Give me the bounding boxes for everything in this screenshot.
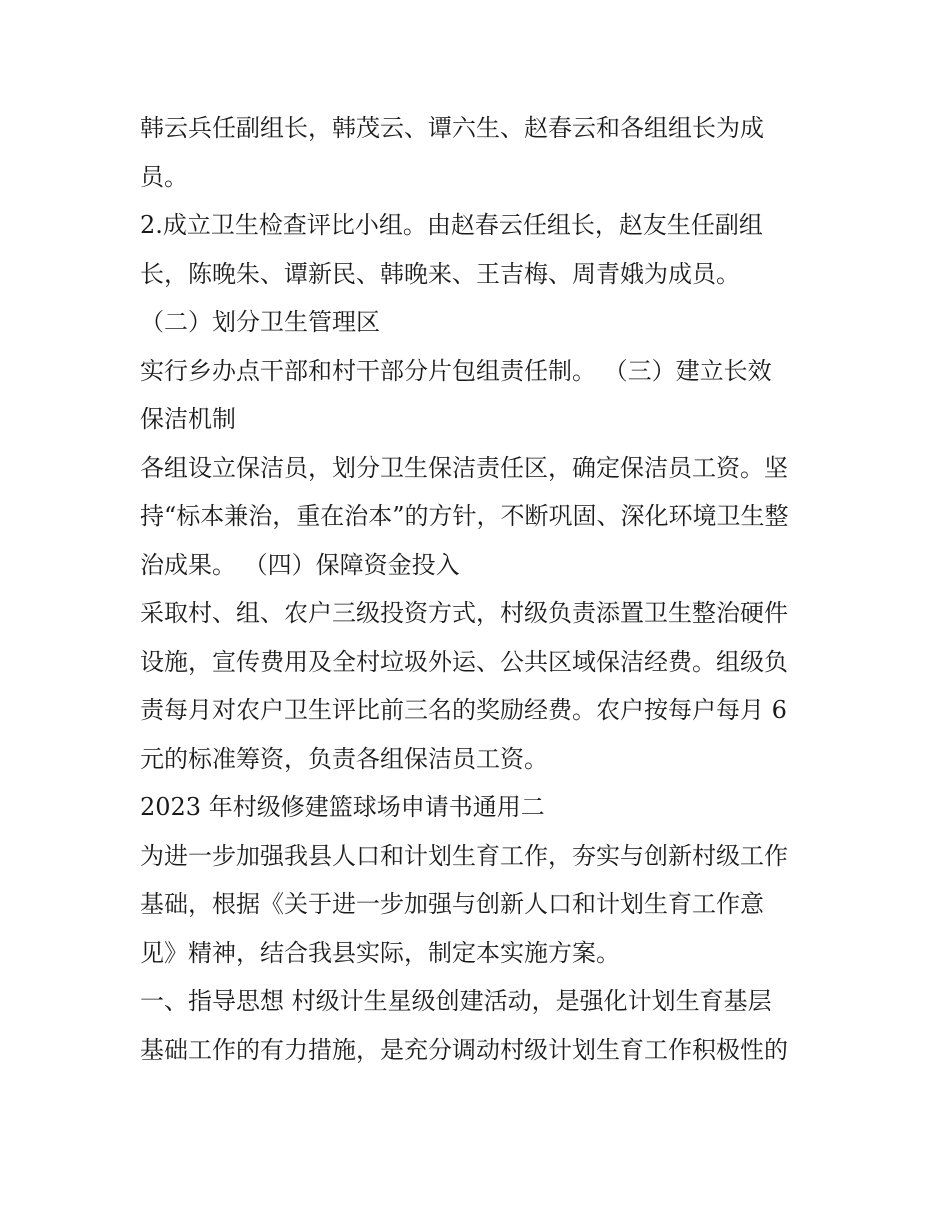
text-line: 治成果。 （四）保障资金投入 xyxy=(140,550,460,579)
text-line: 实行乡办点干部和村干部分片包组责任制。 （三）建立长效 xyxy=(140,356,772,385)
text-line: 2.成立卫生检查评比小组。由赵春云任组长，赵友生任副组 xyxy=(140,211,763,239)
text-line: 保洁机制 xyxy=(140,405,236,433)
document-body xyxy=(140,110,820,1080)
document-title: 2023 年村级修建篮球场申请书通用二 xyxy=(140,793,545,821)
text-line: 员。 xyxy=(140,162,188,191)
text-line: 持“标本兼治，重在治本”的方针，不断巩固、深化环境卫生整 xyxy=(140,502,789,530)
text-line: 基础工作的有力措施，是充分调动村级计划生育工作积极性的 xyxy=(140,1035,788,1064)
text-line: 见》精神，结合我县实际，制定本实施方案。 xyxy=(140,938,620,967)
text-line: 各组设立保洁员，划分卫生保洁责任区，确定保洁员工资。坚 xyxy=(140,453,788,482)
text-line: 长，陈晚朱、谭新民、韩晚来、王吉梅、周青娥为成员。 xyxy=(140,259,740,288)
section-heading: （二）划分卫生管理区 xyxy=(140,308,380,336)
text-line: 责每月对农户卫生评比前三名的奖励经费。农户按每户每月 6 xyxy=(140,696,787,724)
text-line: 设施，宣传费用及全村垃圾外运、公共区域保洁经费。组级负 xyxy=(140,647,788,676)
text-line: 采取村、组、农户三级投资方式，村级负责添置卫生整治硬件 xyxy=(140,599,788,627)
text-line: 基础，根据《关于进一步加强与创新人口和计划生育工作意 xyxy=(140,890,764,918)
text-line: 为进一步加强我县人口和计划生育工作，夯实与创新村级工作 xyxy=(140,841,788,870)
text-line: 一、指导思想 村级计生星级创建活动，是强化计划生育基层 xyxy=(140,987,772,1015)
text-line: 元的标准筹资，负责各组保洁员工资。 xyxy=(140,744,548,773)
text-line: 韩云兵任副组长，韩茂云、谭六生、赵春云和各组组长为成 xyxy=(140,114,764,142)
